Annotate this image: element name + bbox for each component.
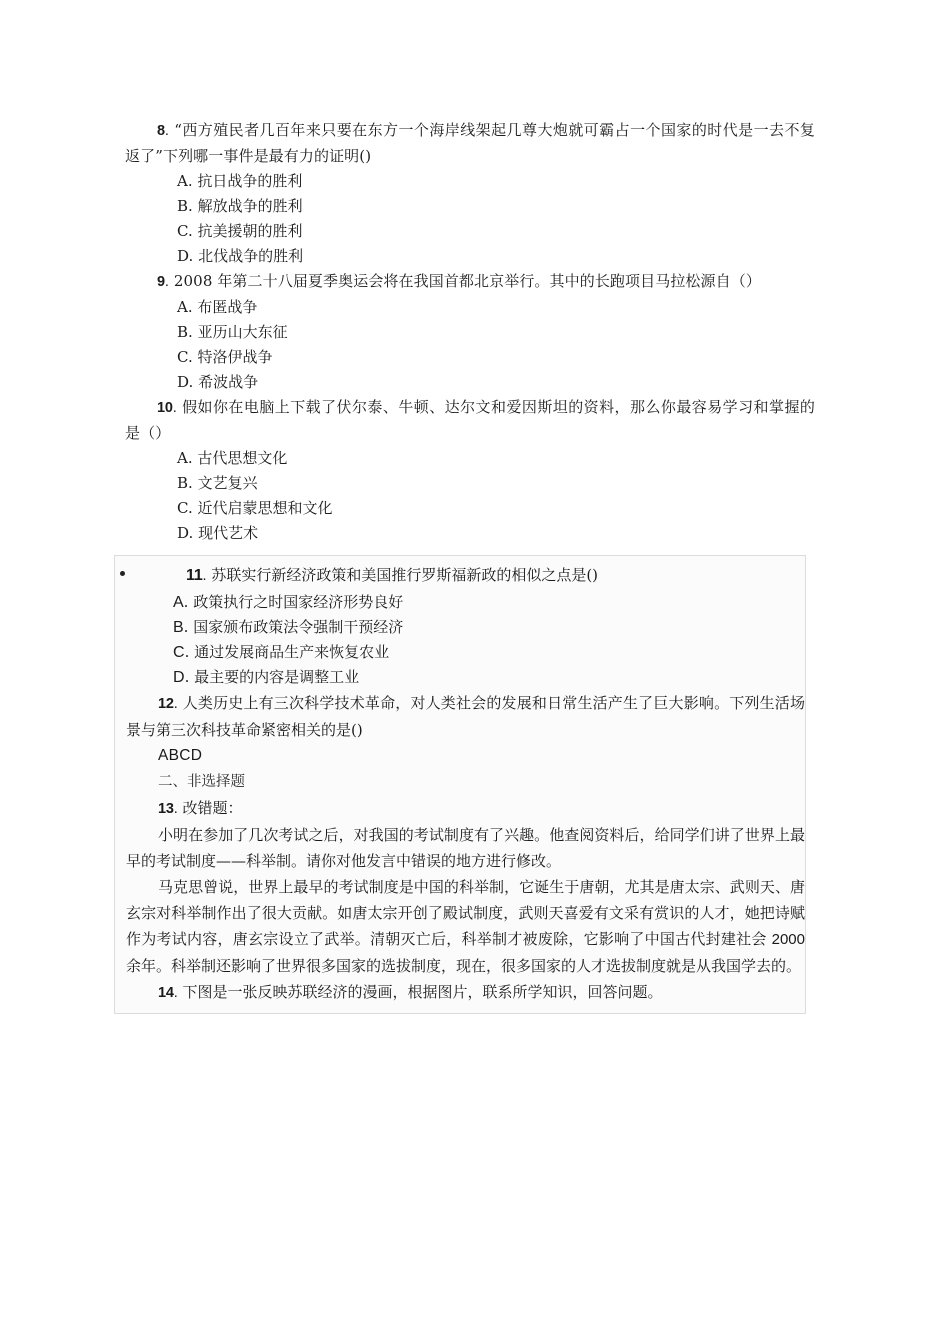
option-text: 政策执行之时国家经济形势良好 <box>193 593 404 611</box>
question-10-stem <box>125 395 815 446</box>
option-dot: . <box>187 172 193 190</box>
bullet-point-icon <box>120 571 125 576</box>
question-13-paragraph-2 <box>115 874 805 979</box>
question-9-number: 9 <box>157 274 165 290</box>
option-dot: . <box>184 668 190 686</box>
option-dot: . <box>187 449 193 467</box>
question-14-stem <box>115 979 805 1006</box>
question-9-option-a <box>125 295 815 320</box>
question-12-number: 12 <box>158 696 174 712</box>
question-9-option-c <box>125 345 815 370</box>
question-11-option-a <box>115 590 805 615</box>
option-letter: C <box>177 348 188 366</box>
question-10-stem-text: 假如你在电脑上下载了伏尔泰、牛顿、达尔文和爱因斯坦的资料，那么你最容易学习和掌握的是（） <box>125 398 815 442</box>
option-text: 文艺复兴 <box>197 474 258 492</box>
question-14-stem-text: 下图是一张反映苏联经济的漫画，根据图片，联系所学知识，回答问题。 <box>182 983 663 1001</box>
option-dot: . <box>188 474 193 492</box>
question-12-stem-text: 人类历史上有三次科学技术革命，对人类社会的发展和日常生活产生了巨大影响。下列生活场景与第三次科技革命紧密相关的是() <box>126 694 805 739</box>
option-letter: B <box>177 323 189 341</box>
question-9-dot: . <box>164 274 170 290</box>
question-8-stem <box>125 118 815 169</box>
option-letter: C <box>177 222 188 240</box>
option-letter: B <box>177 474 189 492</box>
option-text: 抗美援朝的胜利 <box>197 222 303 240</box>
question-11-option-b <box>115 615 805 640</box>
option-dot: . <box>187 298 193 316</box>
question-9-stem-text: 2008 年第二十八届夏季奥运会将在我国首都北京举行。其中的长跑项目马拉松源自（） <box>173 272 761 290</box>
question-8-dot: . <box>164 123 170 139</box>
option-text: 解放战争的胜利 <box>197 197 303 215</box>
option-text: 北伐战争的胜利 <box>198 247 304 265</box>
option-text: 抗日战争的胜利 <box>197 172 303 190</box>
option-letter: C <box>177 499 188 517</box>
question-13-title-text: 改错题： <box>182 799 243 817</box>
option-text: 近代启蒙思想和文化 <box>197 499 333 517</box>
option-text: 国家颁布政策法令强制干预经济 <box>193 618 404 636</box>
question-11-stem <box>115 562 805 590</box>
question-8-number: 8 <box>157 123 165 139</box>
option-dot: . <box>188 524 194 542</box>
option-dot: . <box>183 593 189 611</box>
option-text: 现代艺术 <box>198 524 259 542</box>
question-10-option-d <box>125 521 815 546</box>
question-14-dot: . <box>173 985 178 1001</box>
option-dot: . <box>188 197 193 215</box>
question-13-paragraph-2-part1: 马克思曾说，世界上最早的考试制度是中国的科举制，它诞生于唐朝，尤其是唐太宗、武则天、唐玄宗对科举制作出了很大贡献。如唐太宗开创了殿试制度，武则天喜爱有文采有赏识的人才，她把诗赋作为考试内容，唐玄宗设立了武举。清朝灭亡后，科举制才被废除，它影响了中国古代封建社会 <box>126 878 805 948</box>
question-8-option-c <box>125 219 815 244</box>
option-letter: D <box>177 373 189 391</box>
question-13-dot: . <box>173 801 178 817</box>
question-10-option-b <box>125 471 815 496</box>
option-letter: B <box>173 619 184 636</box>
option-letter: D <box>177 524 189 542</box>
option-dot: . <box>188 323 193 341</box>
question-11-stem-text: 苏联实行新经济政策和美国推行罗斯福新政的相似之点是() <box>211 566 599 584</box>
option-text: 最主要的内容是调整工业 <box>194 668 360 686</box>
question-10-option-a <box>125 446 815 471</box>
question-9-option-d <box>125 370 815 395</box>
question-11-number: 11 <box>186 567 203 584</box>
question-14-number: 14 <box>158 985 174 1001</box>
question-11-option-c <box>115 640 805 665</box>
option-dot: . <box>187 348 193 366</box>
option-letter: A <box>173 594 184 611</box>
option-text: 通过发展商品生产来恢复农业 <box>194 643 390 661</box>
question-11-option-d <box>115 665 805 690</box>
option-dot: . <box>187 499 193 517</box>
option-letter: A <box>177 449 188 467</box>
option-text: 特洛伊战争 <box>197 348 273 366</box>
option-text: 亚历山大东征 <box>197 323 288 341</box>
option-letter: C <box>173 644 185 661</box>
question-10-option-c <box>125 496 815 521</box>
section-two-heading: 二、非选择题 <box>158 774 245 790</box>
question-12-dot: . <box>173 696 178 712</box>
question-13-title <box>115 795 805 822</box>
question-9-option-b <box>125 320 815 345</box>
option-letter: D <box>177 247 189 265</box>
document-content <box>125 118 815 1014</box>
option-letter: A <box>177 298 188 316</box>
question-13-year-number: 2000 <box>771 931 805 948</box>
option-letter: A <box>177 172 188 190</box>
option-dot: . <box>188 247 194 265</box>
option-text: 布匿战争 <box>197 298 258 316</box>
question-11-dot: . <box>202 568 207 584</box>
question-13-number: 13 <box>158 801 174 817</box>
option-dot: . <box>187 222 193 240</box>
option-letter: D <box>173 669 185 686</box>
highlighted-question-block <box>114 555 806 1014</box>
option-text: 古代思想文化 <box>197 449 288 467</box>
option-letter: B <box>177 197 189 215</box>
question-12-stem <box>115 690 805 743</box>
question-8-option-b <box>125 194 815 219</box>
question-8-option-a <box>125 169 815 194</box>
question-8-stem-text: “西方殖民者几百年来只要在东方一个海岸线架起几尊大炮就可霸占一个国家的时代是一去不复返了”下列哪一事件是最有力的证明() <box>125 121 816 165</box>
question-13-paragraph-1: 小明在参加了几次考试之后，对我国的考试制度有了兴趣。他查阅资料后，给同学们讲了世界上最早的考试制度——科举制。请你对他发言中错误的地方进行修改。 <box>126 826 805 870</box>
option-text: 希波战争 <box>198 373 259 391</box>
question-12-answer-line: ABCD <box>158 747 203 764</box>
question-8-option-d <box>125 244 815 269</box>
option-dot: . <box>183 618 189 636</box>
question-9-stem <box>125 269 815 295</box>
option-dot: . <box>188 373 194 391</box>
question-10-dot: . <box>172 400 177 416</box>
question-13-paragraph-2-part2: 余年。科举制还影响了世界很多国家的选拔制度，现在，很多国家的人才选拔制度就是从我国学去的。 <box>126 957 802 975</box>
option-dot: . <box>184 643 190 661</box>
question-10-number: 10 <box>157 400 173 416</box>
